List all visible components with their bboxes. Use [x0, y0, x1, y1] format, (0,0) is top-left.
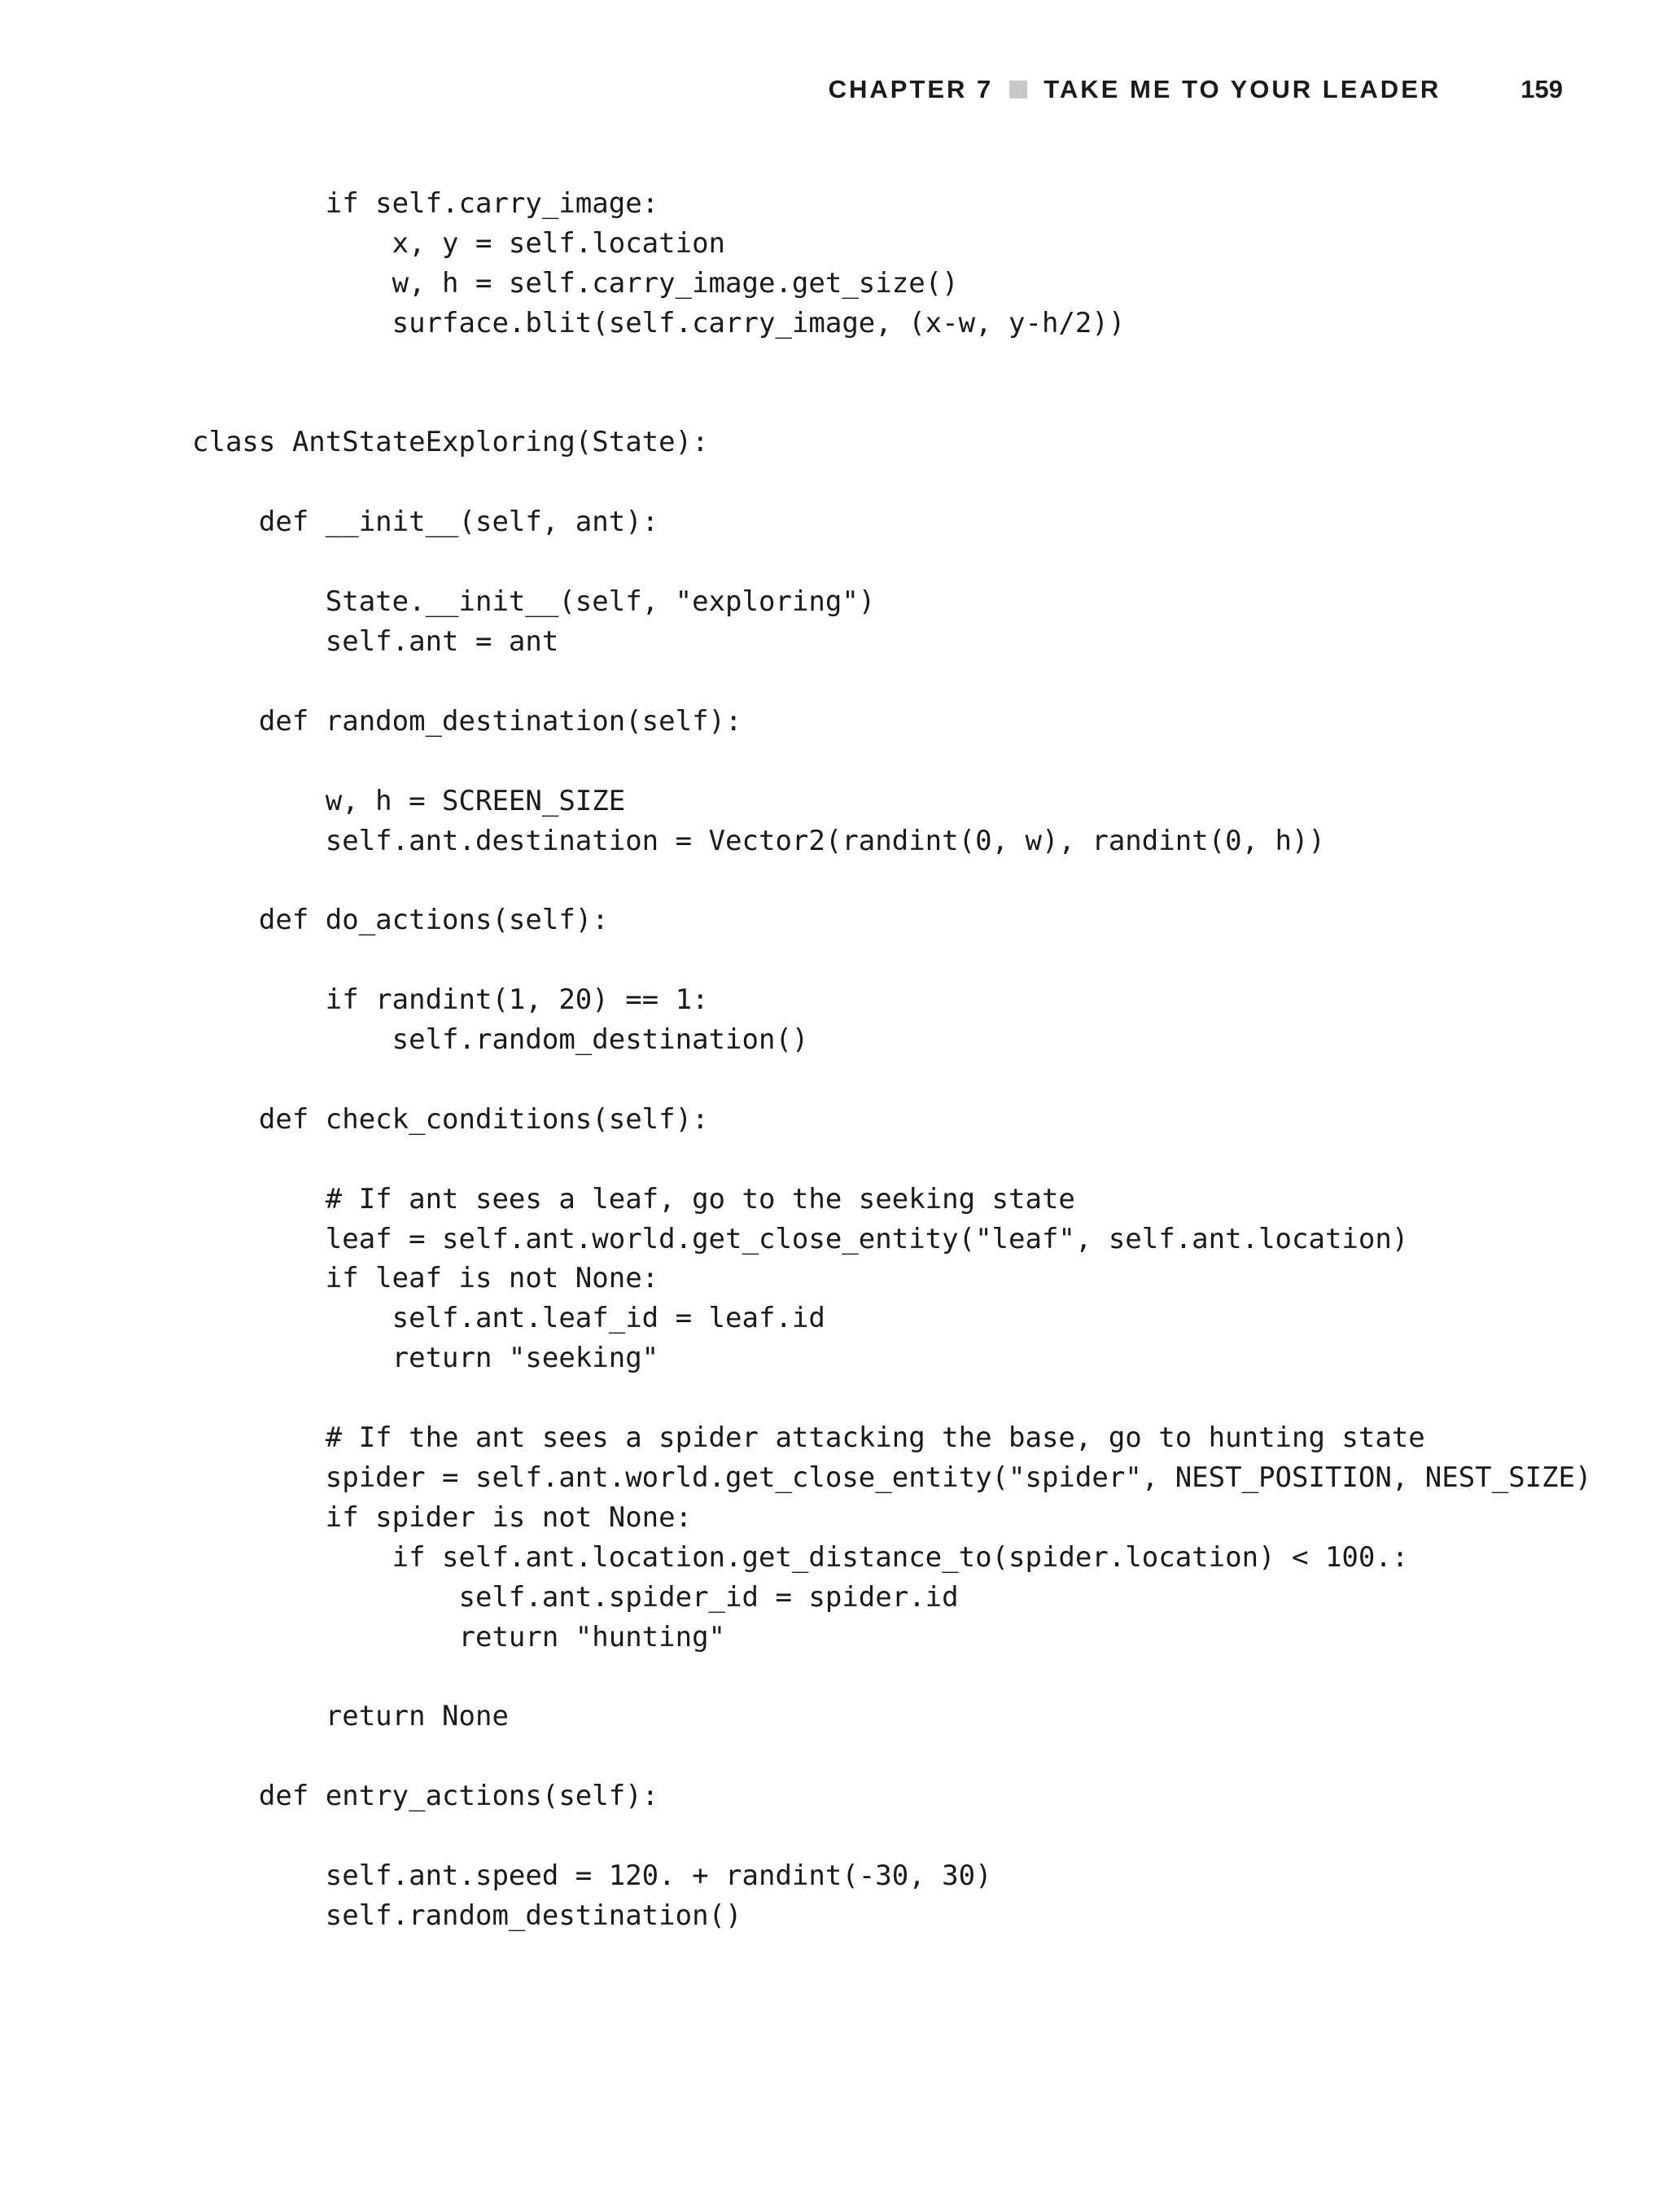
chapter-label: CHAPTER 7 [828, 75, 994, 103]
separator-square-icon [1009, 81, 1027, 99]
running-head [829, 75, 1563, 104]
page-number: 159 [1520, 75, 1563, 103]
chapter-title: TAKE ME TO YOUR LEADER [1044, 75, 1442, 103]
code-listing: if self.carry_image: x, y = self.location w, h = self.carry_image.get_size() surface.blit(self.carry_image, (x-w, y-h/2)) class AntStateExploring(State): def __init__(self, ant): State.__init__(self, "exploring") self.ant = ant def random_destination(self): w, h = SCREEN_SIZE self.ant.destination = Vector2(randint(0, w), randint(0, h)) def do_actions(self): if randint(1, 20) == 1: self.random_destination() def check_conditions(self): # If ant sees a leaf, go to the seeking state leaf = self.ant.world.get_close_entity("leaf", self.ant.location) if leaf is not None: self.ant.leaf_id = leaf.id return "seeking" # If the ant sees a spider attacking the base, go to hunting state spider = self.ant.world.get_close_entity("spider", NEST_POSITION, NEST_SIZE) if spider is not None: if self.ant.location.get_distance_to(spider.location) < 100.: self.ant.spider_id = spider.id return "hunting" return None def entry_actions(self): self.ant.speed = 120. + randint(-30, 30) self.random_destination() [192, 187, 1592, 1932]
